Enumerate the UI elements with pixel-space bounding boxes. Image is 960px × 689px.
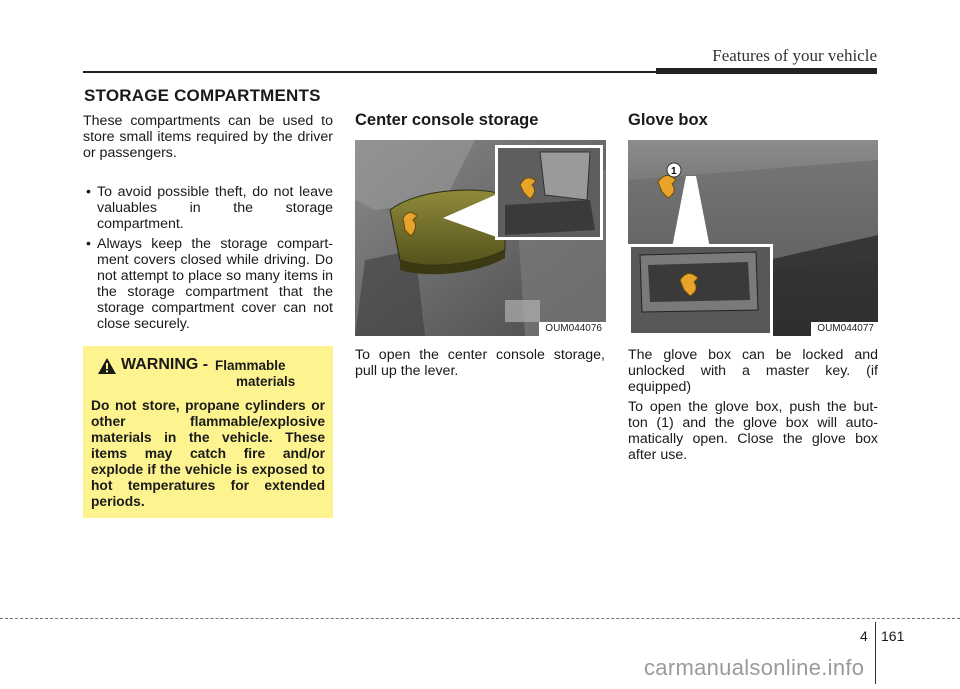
- warning-subject: Flammable: [215, 358, 286, 373]
- glove-box-image: [628, 140, 878, 336]
- center-console-text: To open the center console storage, pull up the lever.: [355, 347, 605, 379]
- warning-text: Do not store, propane cylinders or other flammable/explosive materials in the vehicle. These items may catch fire and/or explode if the vehicle is exposed to hot temperatures for extended periods.: [91, 398, 325, 509]
- header-rule-accent: [656, 68, 877, 74]
- warning-subject-line2: materials: [236, 374, 296, 389]
- page-number: 161: [881, 628, 905, 644]
- glove-box-illustration: [628, 140, 878, 336]
- chapter-title: Features of your vehicle: [712, 46, 877, 65]
- warning-triangle-icon: [98, 358, 116, 374]
- center-console-heading: Center console storage: [355, 111, 539, 129]
- image-code: OUM044076: [539, 322, 606, 336]
- glove-box-text-1: The glove box can be locked and unlocked with a master key. (if equipped): [628, 347, 878, 395]
- center-console-illustration: [355, 140, 606, 336]
- glove-box-heading: Glove box: [628, 111, 708, 129]
- bullet-item: • Always keep the storage compart- ment covers closed while driving. Do not attempt to place so many items in the storage compartment that the storage compartment cover can not close securely.: [83, 236, 333, 332]
- page-number-divider: [875, 622, 876, 684]
- section-title: STORAGE COMPARTMENTS: [84, 86, 321, 105]
- intro-paragraph: These compartments can be used to store small items required by the driver or passengers.: [83, 113, 333, 161]
- watermark: carmanualsonline.info: [644, 655, 865, 680]
- warning-label: WARNING -: [121, 356, 209, 373]
- bullet-list: [83, 184, 333, 336]
- center-console-image: [355, 140, 606, 336]
- callout-number: 1: [671, 166, 677, 177]
- glove-box-text-2: To open the glove box, push the but- ton (1) and the glove box will auto- matically open. Close the glove box after use.: [628, 399, 878, 463]
- bullet-item: • To avoid possible theft, do not leave valuables in the storage compartment.: [83, 184, 333, 232]
- image-code: OUM044077: [811, 322, 878, 336]
- section-number: 4: [860, 628, 868, 644]
- warning-box: [83, 346, 333, 518]
- footer-rule: [0, 618, 960, 619]
